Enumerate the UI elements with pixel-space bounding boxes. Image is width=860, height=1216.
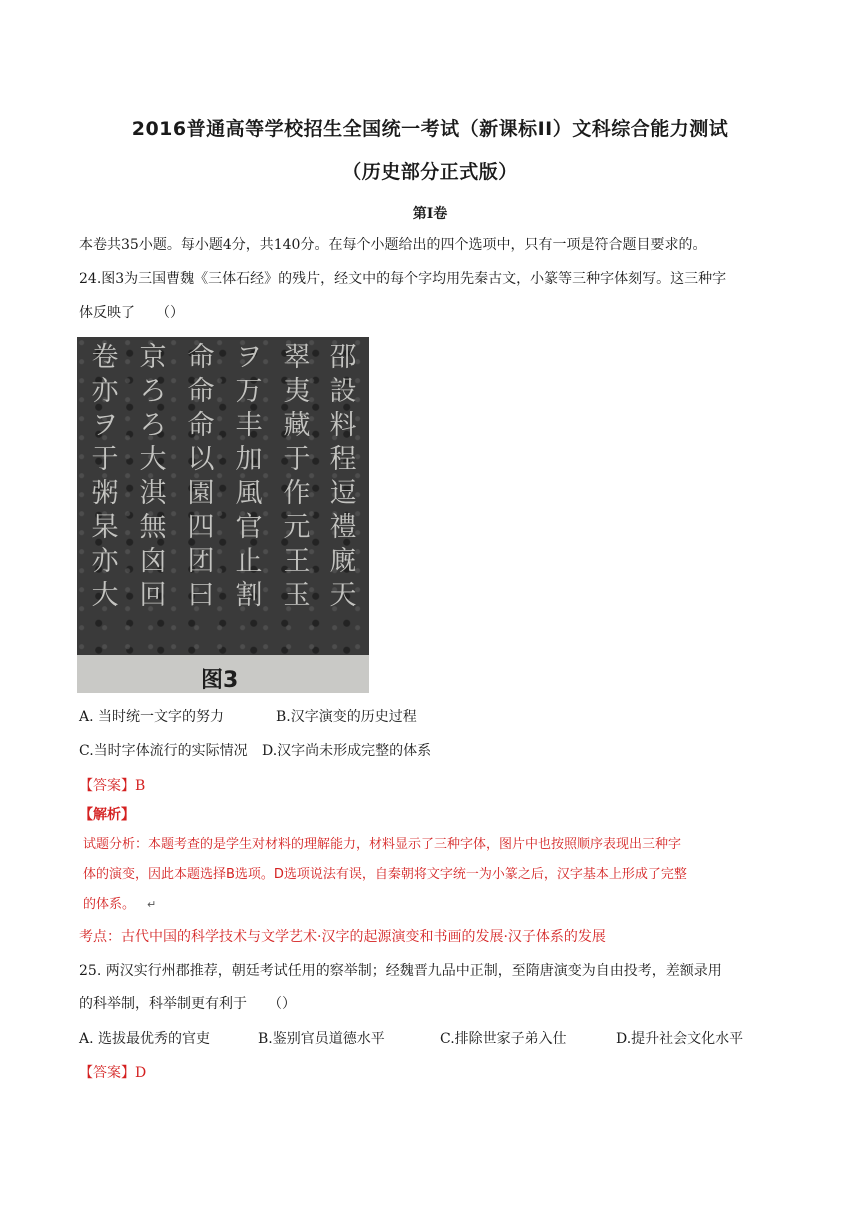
q25-option-b: B.鉴别官员道德水平 — [258, 1031, 385, 1047]
q24-stem-line2: 体反映了 （） — [79, 305, 184, 321]
q25-option-c: C.排除世家子弟入仕 — [440, 1031, 567, 1047]
rubbing-column: 京ろろ大淇無囟回 — [139, 342, 167, 611]
analysis-line3-text: 的体系。 — [83, 897, 136, 912]
instructions: 本卷共35小题。每小题4分，共140分。在每个小题给出的四个选项中，只有一项是符合题目要求的。 — [79, 237, 707, 253]
stone-classic-figure — [77, 337, 369, 693]
q24-option-b: B.汉字演变的历史过程 — [276, 709, 417, 725]
q25-stem-line1: 25. 两汉实行州郡推荐，朝廷考试任用的察举制；经魏晋九品中正制，至隋唐演变为自由投考，差额录用 — [79, 963, 722, 979]
q24-kaodian: 考点：古代中国的科学技术与文学艺术·汉字的起源演变和书画的发展·汉子体系的发展 — [79, 929, 606, 945]
q25-option-d: D.提升社会文化水平 — [616, 1031, 744, 1047]
rubbing-column: ヲ万丰加風官止割 — [235, 342, 263, 611]
q24-answer: 【答案】B — [79, 778, 146, 794]
q24-analysis-label: 【解析】 — [79, 807, 135, 823]
q25-option-a: A. 选拔最优秀的官吏 — [79, 1031, 211, 1047]
section-heading: 第Ⅰ卷 — [412, 206, 448, 222]
rubbing-column: 邵設料程逗禮廐天 — [329, 342, 357, 611]
exam-subtitle: （历史部分正式版） — [342, 161, 518, 183]
q24-analysis-line3 — [83, 896, 156, 914]
q24-option-c: C.当时字体流行的实际情况 — [79, 743, 248, 759]
q24-option-d: D.汉字尚未形成完整的体系 — [262, 743, 432, 759]
return-mark: ↵ — [147, 898, 157, 911]
q25-stem-line2: 的科举制，科举制更有利于 （） — [79, 996, 296, 1012]
rubbing-image — [77, 337, 369, 655]
rubbing-column: 翠夷藏于作元王玉 — [283, 342, 311, 611]
q25-answer: 【答案】D — [79, 1065, 147, 1081]
figure-label: 图3 — [201, 668, 239, 693]
rubbing-column: 卷亦ヲ于粥杲亦大 — [91, 342, 119, 611]
q24-analysis-line2: 体的演变，因此本题选择B选项。D选项说法有误，自秦朝将文字统一为小篆之后，汉字基本上形成了完整 — [83, 867, 687, 882]
rubbing-column: 命命命以園四团曰 — [187, 342, 215, 611]
q24-stem-line1: 24.图3为三国曹魏《三体石经》的残片，经文中的每个字均用先秦古文，小篆等三种字体刻写。这三种字 — [79, 271, 727, 287]
exam-title: 2016普通高等学校招生全国统一考试（新课标II）文科综合能力测试 — [131, 118, 729, 140]
q24-option-a: A. 当时统一文字的努力 — [79, 709, 225, 725]
q24-analysis-line1: 试题分析：本题考查的是学生对材料的理解能力，材料显示了三种字体，图片中也按照顺序表现出三种字 — [83, 837, 682, 852]
